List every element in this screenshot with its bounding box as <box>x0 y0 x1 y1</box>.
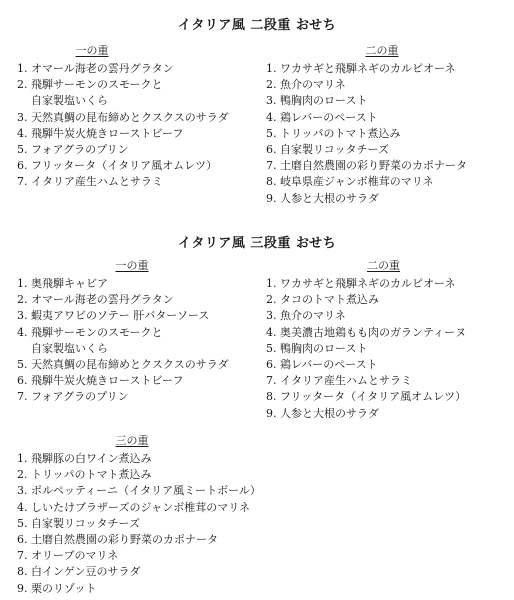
item-number: 5. <box>17 516 28 530</box>
item-text: 奥美濃古地鶏もも肉のガランティーヌ <box>280 325 467 339</box>
item-text: 魚介のマリネ <box>280 78 346 92</box>
item-number: 3. <box>17 309 28 323</box>
menu-item <box>17 373 267 389</box>
item-text: タコのトマト煮込み <box>280 293 379 307</box>
item-number: 1. <box>266 277 277 290</box>
menu-item <box>266 93 514 109</box>
menu-item <box>17 292 267 308</box>
item-text: ポルペッティーニ（イタリア風ミートボール） <box>31 484 261 498</box>
item-list <box>17 61 267 191</box>
item-list <box>17 276 267 406</box>
menu-item <box>266 110 514 126</box>
item-text: しいたけブラザーズのジャンボ椎茸のマリネ <box>31 500 251 514</box>
tier-three-third <box>17 434 317 597</box>
item-number: 5. <box>266 341 277 355</box>
item-text: 飛騨牛炭火焼きローストビーフ <box>31 374 184 388</box>
item-number: 4. <box>17 500 28 514</box>
menu-item <box>266 308 514 324</box>
item-text: イタリア産生ハムとサラミ <box>280 374 412 388</box>
menu-item <box>17 532 317 548</box>
tier-three-first <box>17 259 267 406</box>
item-text: ワカサギと飛騨ネギのカルピオーネ <box>280 277 456 290</box>
menu-item <box>266 341 514 357</box>
item-text: トリッパのトマト煮込み <box>280 126 401 140</box>
item-list <box>266 276 514 422</box>
item-text: 自家製リコッタチーズ <box>31 516 141 530</box>
menu-item <box>266 142 514 158</box>
item-number: 5. <box>266 126 277 140</box>
menu-item <box>266 325 514 341</box>
item-text: 飛騨牛炭火焼きローストビーフ <box>31 126 184 140</box>
menu-item <box>17 174 267 190</box>
menu-item <box>17 276 267 292</box>
menu-item <box>17 61 267 77</box>
item-text: 鶏レバーのペースト <box>280 110 378 124</box>
item-text: 鴨胸肉のロースト <box>280 341 368 355</box>
tier-three-second <box>266 259 514 422</box>
item-number: 1. <box>17 452 28 465</box>
item-text: 自家製リコッタチーズ <box>280 143 390 157</box>
item-number: 8. <box>266 175 277 189</box>
item-text: 天然真鯛の昆布締めとクスクスのサラダ <box>31 358 229 372</box>
item-number: 1. <box>17 277 28 290</box>
menu-item <box>17 357 267 373</box>
item-number: 3. <box>17 484 28 498</box>
menu-item <box>266 158 514 174</box>
item-text: 岐阜県産ジャンボ椎茸のマリネ <box>280 175 434 189</box>
item-number: 4. <box>266 325 277 339</box>
item-text: 飛騨サーモンのスモークと 自家製塩いくら <box>31 325 163 355</box>
item-text: 人参と大根のサラダ <box>280 406 379 420</box>
item-text: トリッパのトマト煮込み <box>31 468 152 482</box>
menu-item <box>17 581 317 597</box>
menu-item <box>266 174 514 190</box>
menu-item <box>17 548 317 564</box>
item-number: 3. <box>266 94 277 108</box>
item-text: 飛騨サーモンのスモークと 自家製塩いくら <box>31 78 163 108</box>
item-text: オリーブのマリネ <box>31 549 119 563</box>
item-number: 3. <box>266 309 277 323</box>
tier-title: 三の重 <box>115 434 149 447</box>
tier-title: 一の重 <box>115 259 149 272</box>
item-number: 9. <box>266 191 277 205</box>
item-list <box>17 451 317 597</box>
item-number: 5. <box>17 143 28 157</box>
menu-item <box>17 126 267 142</box>
item-number: 9. <box>266 406 277 420</box>
menu-item <box>266 406 514 422</box>
item-text: 鶏レバーのペースト <box>280 358 378 372</box>
item-number: 2. <box>17 468 28 482</box>
item-text: ワカサギと飛騨ネギのカルピオーネ <box>280 62 456 75</box>
item-number: 2. <box>266 78 277 92</box>
item-number: 2. <box>17 293 28 307</box>
item-number: 6. <box>17 374 28 388</box>
menu-item <box>17 500 317 516</box>
menu-item <box>266 77 514 93</box>
item-number: 6. <box>17 159 28 173</box>
item-text: フォアグラのプリン <box>31 390 129 404</box>
item-text: 白インゲン豆のサラダ <box>31 565 141 579</box>
item-number: 7. <box>266 159 277 173</box>
section-title-two-tier: イタリア風 二段重 おせち <box>177 18 337 33</box>
item-text: イタリア産生ハムとサラミ <box>31 175 163 189</box>
item-text: フォアグラのプリン <box>31 143 129 157</box>
tier-title: 二の重 <box>367 259 400 272</box>
menu-item <box>266 191 514 207</box>
menu-item <box>266 61 514 77</box>
menu-item <box>266 373 514 389</box>
menu-item <box>17 389 267 405</box>
item-number: 7. <box>17 390 28 404</box>
tier-two-second <box>266 44 514 207</box>
menu-item <box>17 451 317 467</box>
menu-item <box>17 516 317 532</box>
item-number: 6. <box>266 358 277 372</box>
item-number: 4. <box>266 110 277 124</box>
menu-item <box>17 483 317 499</box>
item-number: 5. <box>17 358 28 372</box>
item-text: オマール海老の雲丹グラタン <box>31 293 174 307</box>
item-list <box>266 61 514 207</box>
tier-title: 二の重 <box>365 44 399 57</box>
item-text: 土磨自然農園の彩り野菜のカポナータ <box>280 159 467 173</box>
menu-item <box>17 308 267 324</box>
menu-item <box>17 158 267 174</box>
item-number: 1. <box>266 62 277 75</box>
item-number: 6. <box>266 143 277 157</box>
item-text: 飛騨豚の白ワイン煮込み <box>31 452 152 465</box>
item-number: 7. <box>266 374 277 388</box>
item-number: 4. <box>17 126 28 140</box>
item-text: 奥飛騨キャビア <box>31 277 108 290</box>
item-text: 天然真鯛の昆布締めとクスクスのサラダ <box>31 110 229 124</box>
item-text: 栗のリゾット <box>31 581 97 595</box>
item-number: 2. <box>17 78 28 92</box>
item-text: フリッタータ（イタリア風オムレツ） <box>280 390 467 404</box>
item-text: 魚介のマリネ <box>280 309 346 323</box>
item-number: 4. <box>17 325 28 339</box>
item-text: 人参と大根のサラダ <box>280 191 379 205</box>
item-number: 9. <box>17 581 28 595</box>
menu-item <box>17 142 267 158</box>
item-number: 3. <box>17 110 28 124</box>
menu-item <box>17 467 317 483</box>
menu-item <box>266 276 514 292</box>
item-text: 土磨自然農園の彩り野菜のカポナータ <box>31 533 218 547</box>
menu-item <box>266 126 514 142</box>
item-text: フリッタータ（イタリア風オムレツ） <box>31 159 218 173</box>
item-number: 7. <box>17 549 28 563</box>
item-text: オマール海老の雲丹グラタン <box>31 62 174 75</box>
item-number: 8. <box>17 565 28 579</box>
section-title-three-tier: イタリア風 三段重 おせち <box>177 236 337 251</box>
menu-item <box>17 564 317 580</box>
item-number: 6. <box>17 533 28 547</box>
menu-item <box>17 325 267 357</box>
item-number: 2. <box>266 293 277 307</box>
tier-title: 一の重 <box>75 44 109 57</box>
item-text: 蝦夷アワビのソテー 肝バターソース <box>31 309 210 323</box>
item-number: 7. <box>17 175 28 189</box>
menu-item <box>266 292 514 308</box>
menu-item <box>17 77 267 109</box>
tier-two-first <box>17 44 267 191</box>
item-text: 鴨胸肉のロースト <box>280 94 368 108</box>
menu-item <box>266 389 514 405</box>
item-number: 8. <box>266 390 277 404</box>
item-number: 1. <box>17 62 28 75</box>
menu-item <box>266 357 514 373</box>
menu-item <box>17 110 267 126</box>
